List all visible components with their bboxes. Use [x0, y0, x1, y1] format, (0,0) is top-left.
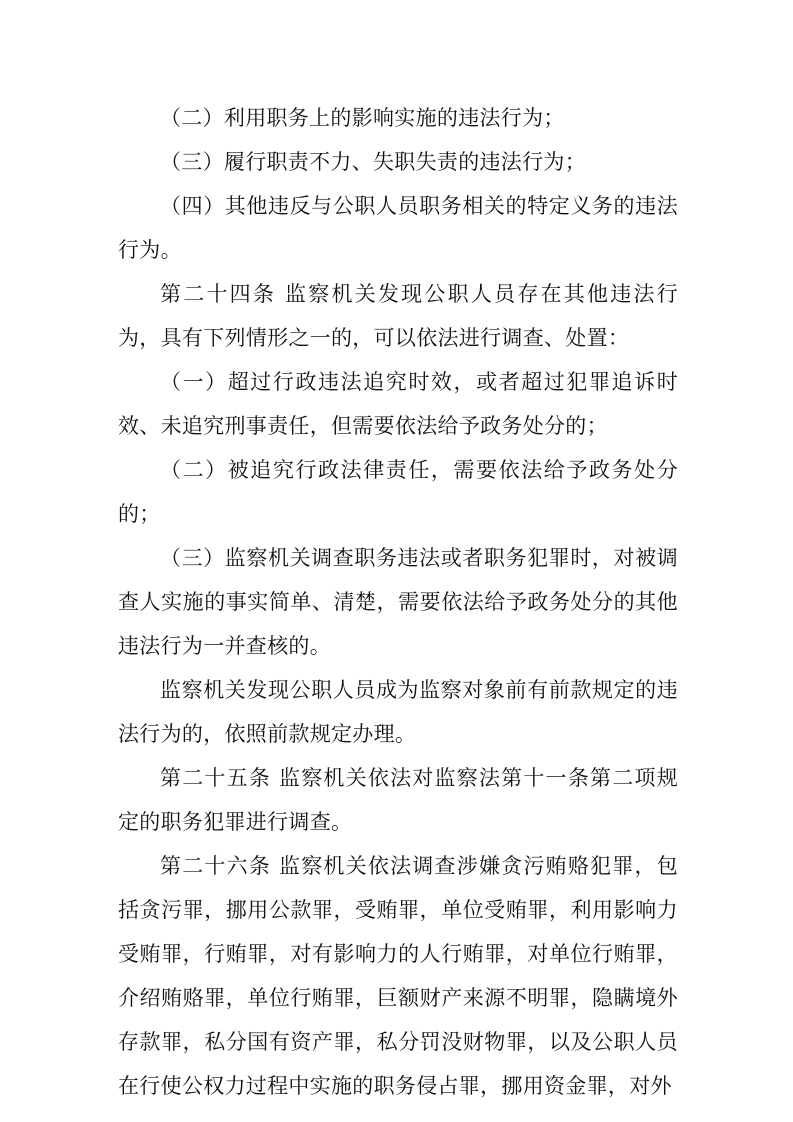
- article-25: 第二十五条 监察机关依法对监察法第十一条第二项规定的职务犯罪进行调查。: [118, 766, 678, 834]
- paragraph-item-3: （三）履行职责不力、失职失责的违法行为；: [160, 150, 586, 174]
- article-24-item-3: （三）监察机关调查职务违法或者职务犯罪时，对被调查人实施的事实简单、清楚，需要依法给予政务处分的其他违法行为一并查核的。: [118, 546, 678, 658]
- article-24-item-2: （二）被追究行政法律责任，需要依法给予政务处分的；: [118, 458, 678, 526]
- article-24-item-1: （一）超过行政违法追究时效，或者超过犯罪追诉时效、未追究刑事责任，但需要依法给予政务处分的；: [118, 370, 678, 438]
- paragraph-item-4: （四）其他违反与公职人员职务相关的特定义务的违法行为。: [118, 194, 678, 262]
- article-26: 第二十六条 监察机关依法调查涉嫌贪污贿赂犯罪，包括贪污罪，挪用公款罪，受贿罪，单位受贿罪，利用影响力受贿罪，行贿罪，对有影响力的人行贿罪，对单位行贿罪，介绍贿赂罪，单位行贿罪，巨额财产来源不明罪，隐瞒境外存款罪，私分国有资产罪，私分罚没财物罪，以及公职人员在行使公权力过程中实施的职务侵占罪，挪用资金罪，对外: [118, 854, 678, 1098]
- article-24: 第二十四条 监察机关发现公职人员存在其他违法行为，具有下列情形之一的，可以依法进行调查、处置：: [118, 282, 678, 350]
- paragraph-item-2: （二）利用职务上的影响实施的违法行为；: [160, 106, 565, 130]
- document-body: [118, 96, 678, 1108]
- article-24-paragraph-2: 监察机关发现公职人员成为监察对象前有前款规定的违法行为的，依照前款规定办理。: [118, 678, 678, 746]
